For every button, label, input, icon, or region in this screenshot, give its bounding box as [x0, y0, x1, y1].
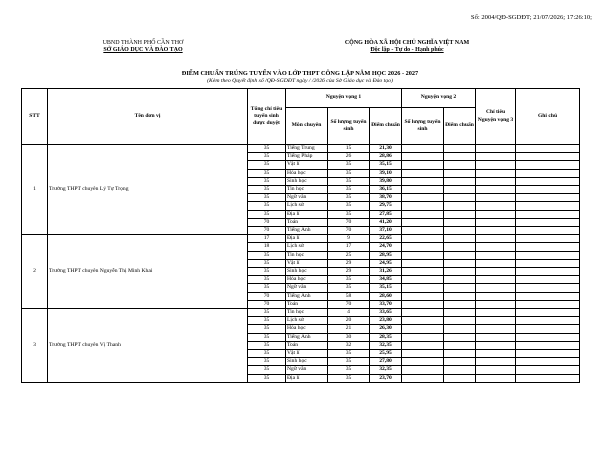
subject-cell: Tiếng Anh [286, 292, 328, 300]
page-subtitle: (Kèm theo Quyết định số /QĐ-SGDĐT ngày / /2026 của Sở Giáo dục và Đào tạo) [207, 78, 393, 84]
subject-cell: Hóa học [286, 325, 328, 333]
nv3-quota-cell [476, 317, 516, 325]
total-quota-cell: 70 [248, 227, 286, 235]
cutoff-score-cell: 26,30 [370, 325, 402, 333]
admission-count-cell: 20 [328, 317, 370, 325]
admission-count-cell: 4 [328, 309, 370, 317]
note-cell [516, 145, 580, 153]
total-quota-cell: 35 [248, 276, 286, 284]
note-cell [516, 235, 580, 243]
admission-count-cell: 35 [328, 210, 370, 218]
col-total: Tổng chỉ tiêu tuyển sinh được duyệt [248, 89, 286, 145]
nv3-quota-cell [476, 210, 516, 218]
national-title: CỘNG HÒA XÃ HỘI CHỦ NGHĨA VIỆT NAM [344, 40, 470, 46]
cutoff-score-cell: 32,35 [370, 341, 402, 349]
nv3-quota-cell [476, 235, 516, 243]
subject-cell: Sinh học [286, 177, 328, 185]
cutoff-score-cell: 28,86 [370, 153, 402, 161]
nv2-count-cell [402, 227, 444, 235]
nv2-count-cell [402, 251, 444, 259]
table-row [22, 145, 580, 153]
admission-count-cell: 17 [328, 243, 370, 251]
subject-cell: Lịch sử [286, 317, 328, 325]
note-cell [516, 300, 580, 308]
note-cell [516, 202, 580, 210]
nv2-count-cell [402, 358, 444, 366]
nv2-score-cell [444, 333, 476, 341]
nv2-count-cell [402, 210, 444, 218]
subject-cell: Toán [286, 218, 328, 226]
nv2-count-cell [402, 169, 444, 177]
note-cell [516, 251, 580, 259]
nv2-count-cell [402, 333, 444, 341]
cutoff-score-cell: 23,80 [370, 317, 402, 325]
col-nv2-count: Số lượng tuyển sinh [402, 108, 444, 145]
stt-cell: 3 [22, 309, 48, 383]
total-quota-cell: 70 [248, 300, 286, 308]
note-cell [516, 292, 580, 300]
note-cell [516, 350, 580, 358]
table-body [22, 145, 580, 383]
total-quota-cell: 35 [248, 251, 286, 259]
nv3-quota-cell [476, 145, 516, 153]
nv3-quota-cell [476, 358, 516, 366]
note-cell [516, 341, 580, 349]
total-quota-cell: 35 [248, 145, 286, 153]
subject-cell: Vật lí [286, 161, 328, 169]
total-quota-cell: 35 [248, 153, 286, 161]
cutoff-score-cell: 22,65 [370, 235, 402, 243]
subject-cell: Toán [286, 300, 328, 308]
total-quota-cell: 35 [248, 317, 286, 325]
nv3-quota-cell [476, 177, 516, 185]
nv2-score-cell [444, 251, 476, 259]
document-number: Số: 2004/QĐ-SGDĐT; 21/07/2026; 17:26:10; [470, 14, 592, 21]
nv2-count-cell [402, 194, 444, 202]
nv3-quota-cell [476, 309, 516, 317]
total-quota-cell: 35 [248, 186, 286, 194]
school-name: Trường THPT chuyên Nguyễn Thị Minh Khai [48, 235, 248, 309]
nv2-count-cell [402, 186, 444, 194]
issuer-header [58, 40, 228, 55]
subject-cell: Vật lí [286, 259, 328, 267]
page-title: ĐIỂM CHUẨN TRÚNG TUYỂN VÀO LỚP THPT CÔNG LẬP NĂM HỌC 2026 - 2027 [181, 70, 419, 77]
col-note: Ghi chú [516, 89, 580, 145]
admission-count-cell: 35 [328, 284, 370, 292]
note-cell [516, 186, 580, 194]
total-quota-cell: 35 [248, 358, 286, 366]
cutoff-score-cell: 32,35 [370, 366, 402, 374]
nv3-quota-cell [476, 268, 516, 276]
total-quota-cell: 35 [248, 284, 286, 292]
note-cell [516, 284, 580, 292]
nv2-count-cell [402, 309, 444, 317]
score-table [21, 88, 580, 383]
total-quota-cell: 70 [248, 292, 286, 300]
note-cell [516, 161, 580, 169]
subject-cell: Địa lí [286, 210, 328, 218]
total-quota-cell: 35 [248, 268, 286, 276]
nv2-score-cell [444, 161, 476, 169]
nv2-score-cell [444, 300, 476, 308]
subject-cell: Hóa học [286, 169, 328, 177]
nv2-score-cell [444, 145, 476, 153]
subject-cell: Vật lí [286, 350, 328, 358]
col-stt: STT [22, 89, 48, 145]
cutoff-score-cell: 34,85 [370, 276, 402, 284]
nv2-count-cell [402, 341, 444, 349]
issuer-department: SỞ GIÁO DỤC VÀ ĐÀO TẠO [103, 47, 183, 54]
note-cell [516, 325, 580, 333]
subject-cell: Ngữ văn [286, 284, 328, 292]
national-header [322, 40, 492, 55]
nv3-quota-cell [476, 333, 516, 341]
cutoff-score-cell: 37,10 [370, 227, 402, 235]
total-quota-cell: 35 [248, 169, 286, 177]
table-row [22, 309, 580, 317]
subject-cell: Tin học [286, 186, 328, 194]
admission-count-cell: 32 [328, 341, 370, 349]
nv2-count-cell [402, 161, 444, 169]
note-cell [516, 194, 580, 202]
nv2-score-cell [444, 243, 476, 251]
nv2-score-cell [444, 350, 476, 358]
total-quota-cell: 35 [248, 309, 286, 317]
admission-count-cell: 70 [328, 218, 370, 226]
subject-cell: Ngữ văn [286, 366, 328, 374]
cutoff-score-cell: 35,15 [370, 284, 402, 292]
admission-count-cell: 70 [328, 300, 370, 308]
subject-cell: Sinh học [286, 268, 328, 276]
note-cell [516, 259, 580, 267]
cutoff-score-cell: 27,85 [370, 210, 402, 218]
note-cell [516, 333, 580, 341]
nv2-count-cell [402, 317, 444, 325]
cutoff-score-cell: 39,80 [370, 177, 402, 185]
nv2-score-cell [444, 309, 476, 317]
col-nv1: Nguyện vọng 1 [286, 89, 402, 108]
cutoff-score-cell: 23,70 [370, 374, 402, 382]
nv3-quota-cell [476, 153, 516, 161]
admission-count-cell: 29 [328, 259, 370, 267]
nv2-score-cell [444, 202, 476, 210]
col-nv1-count: Số lượng tuyển sinh [328, 108, 370, 145]
total-quota-cell: 35 [248, 259, 286, 267]
nv3-quota-cell [476, 292, 516, 300]
nv3-quota-cell [476, 350, 516, 358]
admission-count-cell: 25 [328, 251, 370, 259]
nv2-score-cell [444, 341, 476, 349]
admission-count-cell: 9 [328, 235, 370, 243]
cutoff-score-cell: 24,95 [370, 259, 402, 267]
nv2-score-cell [444, 317, 476, 325]
nv2-score-cell [444, 374, 476, 382]
nv2-score-cell [444, 177, 476, 185]
admission-count-cell: 35 [328, 350, 370, 358]
nv2-count-cell [402, 300, 444, 308]
cutoff-score-cell: 28,35 [370, 333, 402, 341]
nv3-quota-cell [476, 300, 516, 308]
col-nv3: Chỉ tiêu Nguyện vọng 3 [476, 89, 516, 145]
note-cell [516, 366, 580, 374]
table-header-row [22, 89, 580, 108]
nv3-quota-cell [476, 243, 516, 251]
admission-count-cell: 70 [328, 227, 370, 235]
note-cell [516, 358, 580, 366]
nv3-quota-cell [476, 227, 516, 235]
nv3-quota-cell [476, 251, 516, 259]
nv2-count-cell [402, 218, 444, 226]
col-nv2-score: Điểm chuẩn [444, 108, 476, 145]
nv2-score-cell [444, 218, 476, 226]
subject-cell: Tiếng Trung [286, 145, 328, 153]
subject-cell: Tiếng Anh [286, 227, 328, 235]
nv2-score-cell [444, 268, 476, 276]
admission-count-cell: 35 [328, 374, 370, 382]
admission-count-cell: 35 [328, 186, 370, 194]
subject-cell: Ngữ văn [286, 194, 328, 202]
subject-cell: Tin học [286, 251, 328, 259]
note-cell [516, 227, 580, 235]
nv2-score-cell [444, 259, 476, 267]
nv2-count-cell [402, 374, 444, 382]
nv2-count-cell [402, 177, 444, 185]
admission-count-cell: 30 [328, 333, 370, 341]
note-cell [516, 268, 580, 276]
note-cell [516, 309, 580, 317]
nv2-score-cell [444, 358, 476, 366]
total-quota-cell: 35 [248, 341, 286, 349]
admission-count-cell: 29 [328, 268, 370, 276]
cutoff-score-cell: 25,95 [370, 350, 402, 358]
note-cell [516, 177, 580, 185]
nv3-quota-cell [476, 276, 516, 284]
nv3-quota-cell [476, 259, 516, 267]
nv2-score-cell [444, 194, 476, 202]
subject-cell: Tiếng Anh [286, 333, 328, 341]
admission-count-cell: 35 [328, 169, 370, 177]
admission-count-cell: 35 [328, 366, 370, 374]
total-quota-cell: 35 [248, 202, 286, 210]
nv3-quota-cell [476, 284, 516, 292]
nv2-score-cell [444, 325, 476, 333]
stt-cell: 1 [22, 145, 48, 235]
cutoff-score-cell: 24,70 [370, 243, 402, 251]
subject-cell: Tin học [286, 309, 328, 317]
total-quota-cell: 18 [248, 243, 286, 251]
nv2-score-cell [444, 276, 476, 284]
nv3-quota-cell [476, 186, 516, 194]
subject-cell: Toán [286, 341, 328, 349]
cutoff-score-cell: 39,10 [370, 169, 402, 177]
subject-cell: Lịch sử [286, 243, 328, 251]
nv3-quota-cell [476, 194, 516, 202]
nv2-score-cell [444, 292, 476, 300]
cutoff-score-cell: 41,20 [370, 218, 402, 226]
note-cell [516, 218, 580, 226]
subject-cell: Địa lí [286, 374, 328, 382]
nv2-count-cell [402, 276, 444, 284]
nv3-quota-cell [476, 374, 516, 382]
admission-count-cell: 58 [328, 292, 370, 300]
note-cell [516, 169, 580, 177]
cutoff-score-cell: 31,26 [370, 268, 402, 276]
note-cell [516, 317, 580, 325]
nv2-count-cell [402, 284, 444, 292]
cutoff-score-cell: 35,15 [370, 161, 402, 169]
admission-count-cell: 35 [328, 276, 370, 284]
nv3-quota-cell [476, 218, 516, 226]
total-quota-cell: 35 [248, 374, 286, 382]
nv3-quota-cell [476, 366, 516, 374]
national-motto: Độc lập - Tự do - Hạnh phúc [370, 47, 444, 54]
nv3-quota-cell [476, 202, 516, 210]
cutoff-score-cell: 27,80 [370, 358, 402, 366]
subject-cell: Tiếng Pháp [286, 153, 328, 161]
subject-cell: Hóa học [286, 276, 328, 284]
nv2-count-cell [402, 325, 444, 333]
nv2-count-cell [402, 292, 444, 300]
admission-count-cell: 21 [328, 325, 370, 333]
admission-count-cell: 35 [328, 358, 370, 366]
nv2-count-cell [402, 268, 444, 276]
total-quota-cell: 35 [248, 366, 286, 374]
total-quota-cell: 17 [248, 235, 286, 243]
cutoff-score-cell: 36,15 [370, 186, 402, 194]
total-quota-cell: 35 [248, 333, 286, 341]
total-quota-cell: 35 [248, 177, 286, 185]
nv2-score-cell [444, 227, 476, 235]
nv2-count-cell [402, 153, 444, 161]
col-nv1-score: Điểm chuẩn [370, 108, 402, 145]
table-row [22, 235, 580, 243]
subject-cell: Lịch sử [286, 202, 328, 210]
total-quota-cell: 35 [248, 350, 286, 358]
admission-count-cell: 26 [328, 153, 370, 161]
cutoff-score-cell: 28,60 [370, 292, 402, 300]
total-quota-cell: 35 [248, 161, 286, 169]
note-cell [516, 153, 580, 161]
admission-count-cell: 15 [328, 145, 370, 153]
nv2-count-cell [402, 366, 444, 374]
subject-cell: Địa lí [286, 235, 328, 243]
nv2-score-cell [444, 284, 476, 292]
cutoff-score-cell: 38,70 [370, 194, 402, 202]
col-nv2: Nguyện vọng 2 [402, 89, 476, 108]
nv2-count-cell [402, 243, 444, 251]
total-quota-cell: 35 [248, 194, 286, 202]
nv2-score-cell [444, 169, 476, 177]
nv2-count-cell [402, 235, 444, 243]
nv2-score-cell [444, 366, 476, 374]
cutoff-score-cell: 21,30 [370, 145, 402, 153]
note-cell [516, 276, 580, 284]
nv2-score-cell [444, 210, 476, 218]
cutoff-score-cell: 33,70 [370, 300, 402, 308]
nv3-quota-cell [476, 341, 516, 349]
nv3-quota-cell [476, 325, 516, 333]
cutoff-score-cell: 29,75 [370, 202, 402, 210]
issuer-city: UBND THÀNH PHỐ CẦN THƠ [102, 40, 184, 46]
admission-count-cell: 35 [328, 177, 370, 185]
col-unit: Tên đơn vị [48, 89, 248, 145]
nv2-count-cell [402, 350, 444, 358]
subject-cell: Sinh học [286, 358, 328, 366]
note-cell [516, 210, 580, 218]
total-quota-cell: 35 [248, 325, 286, 333]
total-quota-cell: 70 [248, 218, 286, 226]
nv3-quota-cell [476, 161, 516, 169]
cutoff-score-cell: 33,65 [370, 309, 402, 317]
nv2-count-cell [402, 259, 444, 267]
admission-count-cell: 35 [328, 202, 370, 210]
nv2-score-cell [444, 153, 476, 161]
school-name: Trường THPT chuyên Lý Tự Trọng [48, 145, 248, 235]
note-cell [516, 243, 580, 251]
nv2-count-cell [402, 145, 444, 153]
total-quota-cell: 35 [248, 210, 286, 218]
stt-cell: 2 [22, 235, 48, 309]
admission-count-cell: 35 [328, 161, 370, 169]
admission-count-cell: 35 [328, 194, 370, 202]
nv2-score-cell [444, 186, 476, 194]
nv3-quota-cell [476, 169, 516, 177]
nv2-score-cell [444, 235, 476, 243]
cutoff-score-cell: 28,95 [370, 251, 402, 259]
col-nv1-subject: Môn chuyên [286, 108, 328, 145]
nv2-count-cell [402, 202, 444, 210]
note-cell [516, 374, 580, 382]
school-name: Trường THPT chuyên Vị Thanh [48, 309, 248, 383]
